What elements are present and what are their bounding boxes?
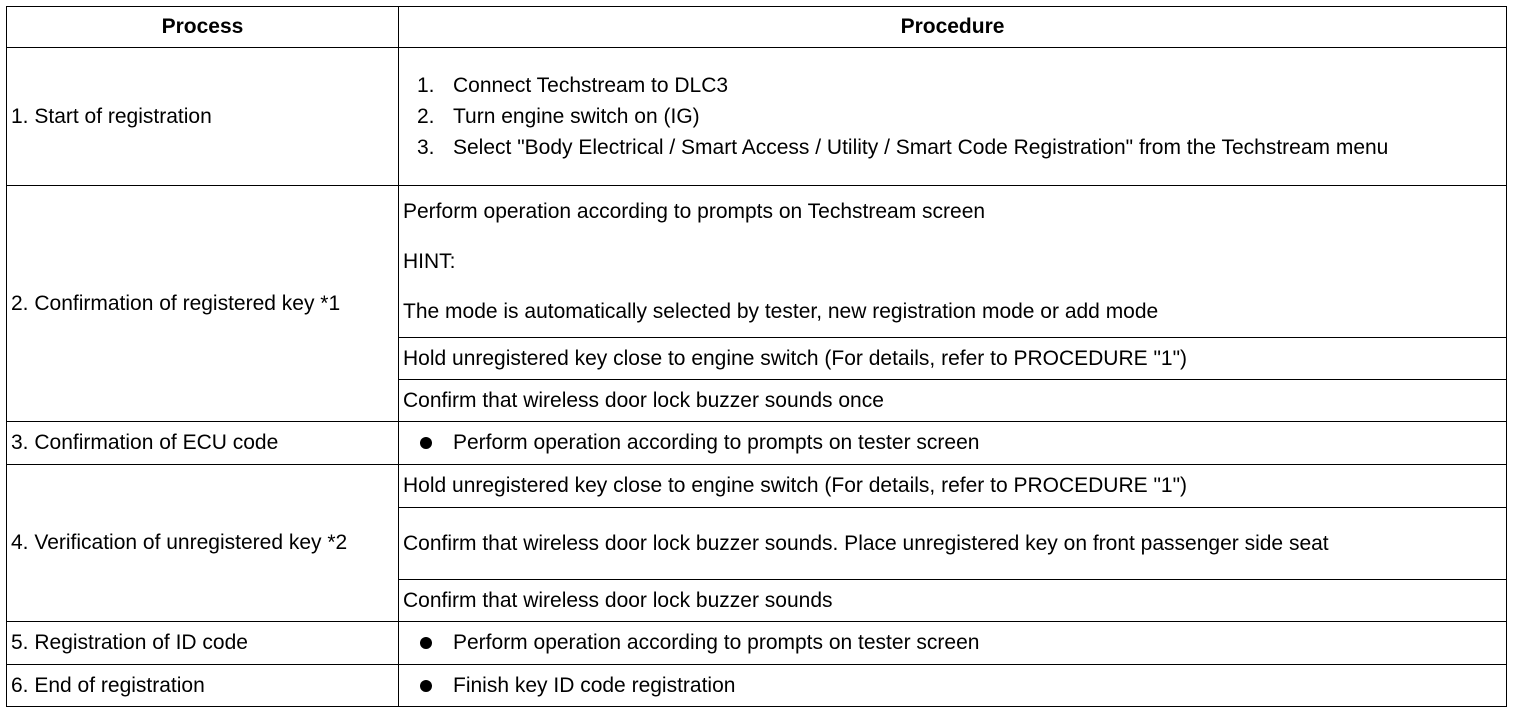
list-item: [403, 628, 1502, 658]
procedure-table: [6, 6, 1507, 707]
step-number: 3.: [417, 136, 435, 159]
procedure-cell: [399, 48, 1507, 186]
table-row: [7, 622, 1507, 665]
procedure-cell: [399, 186, 1507, 338]
procedure-cell: Confirm that wireless door lock buzzer sounds once: [399, 380, 1507, 422]
process-cell: 2. Confirmation of registered key *1: [7, 186, 399, 422]
step-text: Turn engine switch on (IG): [453, 105, 700, 128]
procedure-cell: Hold unregistered key close to engine switch (For details, refer to PROCEDURE "1"): [399, 338, 1507, 380]
step-number: 1.: [417, 74, 435, 97]
bullet-text: Perform operation according to prompts on tester screen: [453, 431, 980, 454]
bullet-icon: [420, 437, 432, 449]
step-list: [403, 70, 1502, 163]
bullet-icon: [420, 637, 432, 649]
list-item: [403, 132, 1502, 163]
bullet-list: [403, 628, 1502, 658]
bullet-list: [403, 428, 1502, 458]
table-row: [7, 186, 1507, 338]
list-item: [403, 671, 1502, 701]
bullet-text: Perform operation according to prompts on tester screen: [453, 631, 980, 654]
list-item: [403, 101, 1502, 132]
list-item: [403, 428, 1502, 458]
process-cell: 5. Registration of ID code: [7, 622, 399, 665]
procedure-cell: [399, 422, 1507, 465]
hint-label: HINT:: [403, 249, 456, 273]
process-cell: 6. End of registration: [7, 665, 399, 707]
hint-text: The mode is automatically selected by tester, new registration mode or add mode: [403, 299, 1159, 323]
procedure-cell: [399, 665, 1507, 707]
process-cell: 1. Start of registration: [7, 48, 399, 186]
procedure-cell: [399, 622, 1507, 665]
table-row: [7, 665, 1507, 707]
procedure-cell: Confirm that wireless door lock buzzer sounds. Place unregistered key on front passenger side seat: [399, 508, 1507, 580]
step-text: Connect Techstream to DLC3: [453, 74, 729, 97]
header-procedure: Procedure: [399, 7, 1507, 48]
bullet-icon: [420, 680, 432, 692]
procedure-cell: Hold unregistered key close to engine switch (For details, refer to PROCEDURE "1"): [399, 465, 1507, 508]
step-text: Select "Body Electrical / Smart Access / Utility / Smart Code Registration" from the Techstream menu: [453, 136, 1389, 159]
procedure-cell: Confirm that wireless door lock buzzer sounds: [399, 580, 1507, 622]
procedure-text: Perform operation according to prompts on Techstream screen: [403, 199, 986, 223]
step-number: 2.: [417, 105, 435, 128]
bullet-list: [403, 671, 1502, 701]
process-cell: 3. Confirmation of ECU code: [7, 422, 399, 465]
header-process: Process: [7, 7, 399, 48]
table-row: [7, 422, 1507, 465]
bullet-text: Finish key ID code registration: [453, 673, 736, 697]
table-header-row: [7, 7, 1507, 48]
list-item: [403, 70, 1502, 101]
process-cell: 4. Verification of unregistered key *2: [7, 465, 399, 622]
table-row: [7, 48, 1507, 186]
table-row: [7, 465, 1507, 508]
